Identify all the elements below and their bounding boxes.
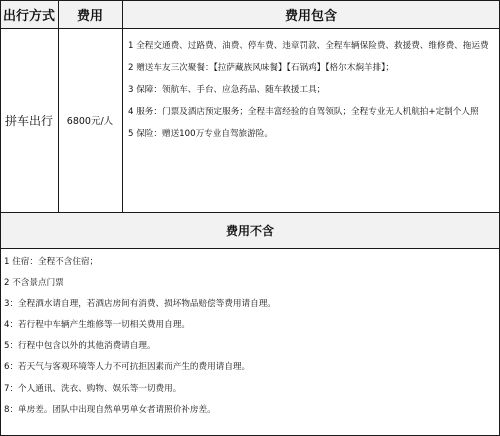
- header-cost-includes: 费用包含: [122, 0, 500, 28]
- excluded-item: 8：单房差。团队中出现自然单男单女者请照价补房差。: [4, 404, 216, 415]
- included-list: [128, 40, 496, 150]
- included-item: 1 全程交通费、过路费、油费、停车费、违章罚款、全程车辆保险费、救援费、维修费、拖运费: [128, 41, 489, 51]
- travel-mode-cell: 拼车出行: [4, 113, 53, 128]
- price-cell: 6800元/人: [66, 116, 114, 127]
- excluded-item: 4：若行程中车辆产生维修等一切相关费用自理。: [4, 320, 190, 331]
- excluded-item: 2 不含景点门票: [4, 278, 64, 289]
- divider-col2: [122, 0, 123, 212]
- included-item: 4 服务：门票及酒店预定服务；全程丰富经验的自驾领队；全程专业无人机航拍+定制个人照: [128, 107, 479, 117]
- divider-col1: [58, 0, 59, 212]
- border-row-bottom: [0, 212, 500, 213]
- excluded-item: 1 住宿：全程不含住宿；: [4, 257, 99, 267]
- included-item: 3 保障：领航车、手台、应急药品、随车救援工具；: [128, 85, 326, 95]
- excluded-item: 5：行程中包含以外的其他消费请自理。: [4, 341, 156, 352]
- border-header-bottom: [0, 28, 500, 29]
- excluded-item: 7：个人通讯、洗衣、购物、娱乐等一切费用。: [4, 383, 182, 394]
- included-item: 2 赠送车友三次聚餐：【拉萨藏族风味餐】【石锅鸡】【格尔木焖羊排】；: [128, 63, 395, 73]
- excluded-title: 费用不含: [0, 212, 500, 248]
- border-top: [0, 0, 500, 1]
- border-excluded-title-bottom: [0, 248, 500, 249]
- header-cost: 费用: [58, 0, 122, 28]
- included-item: 5 保险：赠送100万专业自驾旅游险。: [128, 129, 273, 139]
- header-travel-mode: 出行方式: [0, 0, 58, 28]
- excluded-list: [4, 256, 494, 425]
- border-left: [0, 0, 1, 436]
- excluded-item: 3：全程酒水请自理，若酒店房间有消费、损坏物品赔偿等费用请自理。: [4, 299, 276, 310]
- excluded-item: 6：若天气与客观环境等人力不可抗拒因素而产生的费用请自理。: [4, 362, 251, 373]
